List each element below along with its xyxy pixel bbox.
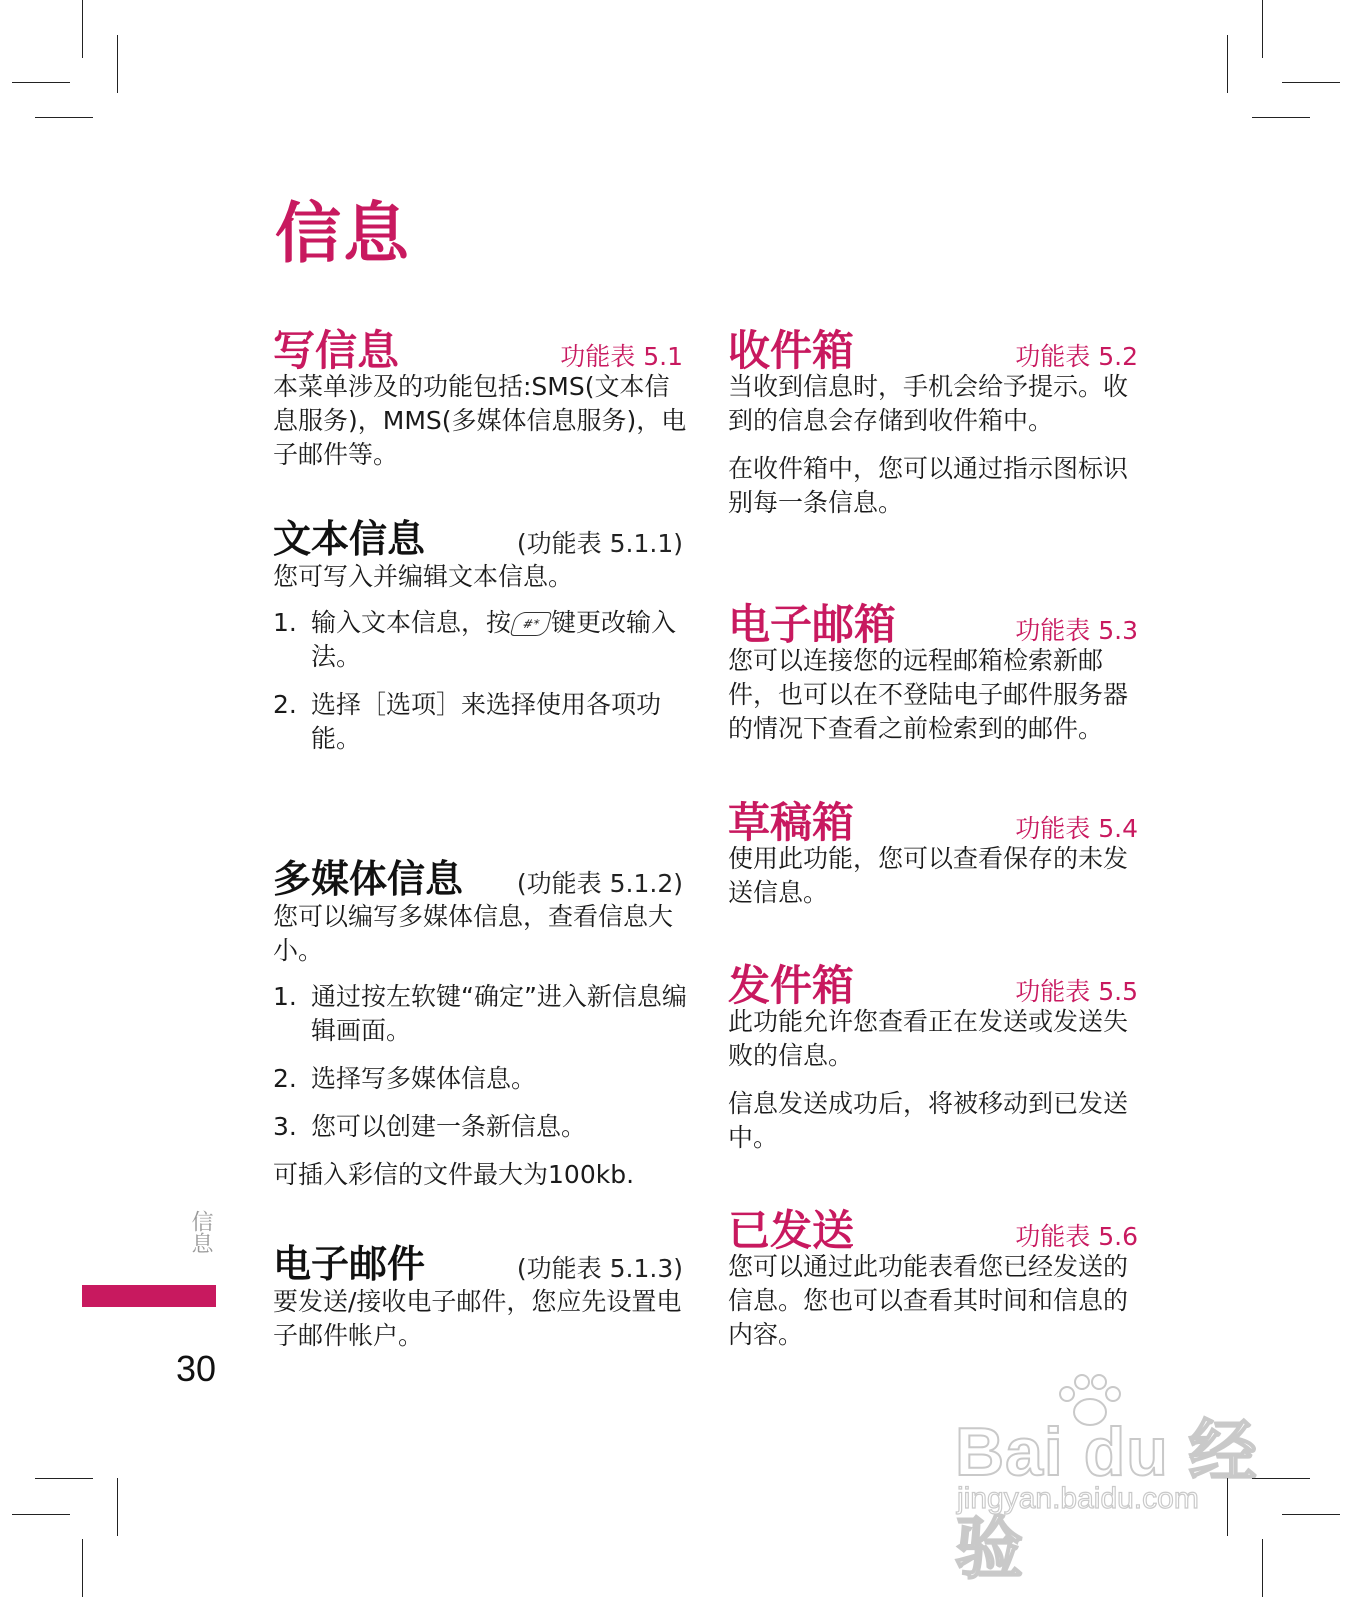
section-body: 此功能允许您查看正在发送或发送失败的信息。 — [728, 1007, 1129, 1070]
section-body: 本菜单涉及的功能包括:SMS(文本信息服务)，MMS(多媒体信息服务)，电子邮件等。 — [273, 372, 687, 469]
list-number: 1. — [273, 608, 297, 637]
list-number: 1. — [273, 982, 297, 1011]
section-title: 电子邮箱 — [728, 600, 897, 649]
menu-ref: (功能表 5.1.2) — [516, 869, 683, 898]
list-number: 2. — [273, 690, 297, 719]
section-title: 电子邮件 — [273, 1242, 426, 1286]
watermark-url: jingyan.baidu.com — [957, 1482, 1199, 1515]
section-inbox — [728, 318, 1148, 520]
list-item — [273, 606, 693, 674]
side-tab-bar — [82, 1285, 216, 1307]
menu-ref: 功能表 5.6 — [1015, 1222, 1138, 1251]
section-text-message — [273, 508, 693, 770]
menu-ref: 功能表 5.3 — [1015, 616, 1138, 645]
crop-mark — [1282, 82, 1340, 83]
page-number: 30 — [176, 1348, 217, 1389]
menu-ref: 功能表 5.5 — [1015, 977, 1138, 1006]
section-title: 已发送 — [728, 1206, 855, 1255]
section-title: 草稿箱 — [728, 798, 855, 847]
list-text: 选择［选项］来选择使用各项功能。 — [311, 690, 662, 753]
section-body: 当收到信息时，手机会给予提示。收到的信息会存储到收件箱中。 — [728, 372, 1129, 435]
list-number: 3. — [273, 1112, 297, 1141]
menu-ref: (功能表 5.1.3) — [516, 1254, 683, 1283]
crop-mark — [1262, 0, 1263, 58]
section-title: 收件箱 — [728, 326, 855, 375]
list-item — [273, 1062, 693, 1096]
file-size-note: 可插入彩信的文件最大为100kb. — [273, 1160, 635, 1189]
crop-mark — [12, 82, 70, 83]
section-body: 要发送/接收电子邮件，您应先设置电子邮件帐户。 — [273, 1287, 682, 1350]
crop-mark — [82, 1539, 83, 1597]
section-write-message — [273, 318, 693, 472]
section-body: 您可以连接您的远程邮箱检索新邮件，也可以在不登陆电子邮件服务器的情况下查看之前检索到的邮件。 — [728, 646, 1129, 743]
section-body: 使用此功能，您可以查看保存的未发送信息。 — [728, 844, 1129, 907]
section-drafts — [728, 790, 1148, 910]
section-body: 您可写入并编辑文本信息。 — [273, 562, 574, 591]
crop-mark — [1227, 35, 1228, 93]
step-list — [273, 606, 693, 756]
section-body: 信息发送成功后，将被移动到已发送中。 — [728, 1089, 1129, 1152]
section-multimedia-message — [273, 848, 693, 1192]
list-item — [273, 1110, 693, 1144]
page-title: 信息 — [275, 195, 411, 272]
hash-star-key-icon: #* — [510, 612, 552, 636]
list-item — [273, 980, 693, 1048]
crop-mark — [1282, 1514, 1340, 1515]
section-email — [273, 1233, 693, 1353]
section-sent — [728, 1198, 1148, 1352]
crop-mark — [1252, 117, 1310, 118]
section-outbox — [728, 953, 1148, 1155]
crop-mark — [82, 0, 83, 58]
watermark-brand: Bai du 经验 — [955, 1414, 1258, 1587]
section-mailbox — [728, 592, 1148, 746]
menu-ref: 功能表 5.4 — [1015, 814, 1138, 843]
side-tab-label: 信息 — [188, 1210, 213, 1254]
list-item — [273, 688, 693, 756]
list-text: 通过按左软键“确定”进入新信息编辑画面。 — [311, 982, 687, 1045]
list-text: 您可以创建一条新信息。 — [311, 1112, 587, 1141]
crop-mark — [12, 1514, 70, 1515]
crop-mark — [117, 1478, 118, 1536]
section-title: 发件箱 — [728, 961, 855, 1010]
menu-ref: 功能表 5.2 — [1015, 342, 1138, 371]
section-body: 您可以编写多媒体信息，查看信息大小。 — [273, 902, 674, 965]
step-list — [273, 980, 693, 1144]
section-body: 您可以通过此功能表看您已经发送的信息。您也可以查看其时间和信息的内容。 — [728, 1252, 1129, 1349]
baidu-watermark — [955, 1370, 1265, 1587]
list-text: 选择写多媒体信息。 — [311, 1064, 537, 1093]
section-title: 写信息 — [273, 326, 400, 375]
menu-ref: 功能表 5.1 — [560, 342, 683, 371]
crop-mark — [35, 117, 93, 118]
crop-mark — [35, 1478, 93, 1479]
list-number: 2. — [273, 1064, 297, 1093]
section-body: 在收件箱中，您可以通过指示图标识别每一条信息。 — [728, 454, 1129, 517]
section-title: 多媒体信息 — [273, 857, 464, 901]
menu-ref: (功能表 5.1.1) — [516, 529, 683, 558]
crop-mark — [117, 35, 118, 93]
list-text: 输入文本信息，按 #* 键更改输入法。 — [311, 608, 677, 671]
section-title: 文本信息 — [273, 517, 426, 561]
